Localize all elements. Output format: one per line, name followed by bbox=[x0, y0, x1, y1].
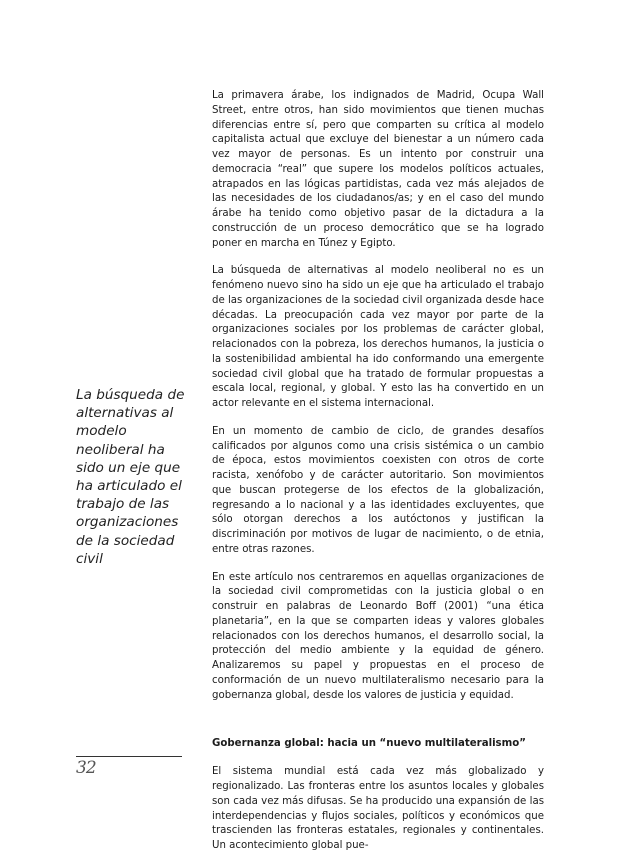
paragraph-1: La primavera árabe, los indignados de Madrid, Ocupa Wall Street, entre otros, han sido movimientos que tienen muchas diferencias entre sí, pero que comparten su crítica al modelo capitalista actual que excluye del bienestar a un número cada vez mayor de personas. Es un intento por construir una democracia “real” que supere los modelos políticos actuales, atrapados en las lógicas partidistas, cada vez más alejados de las necesidades de los ciudadanos/as; y en el caso del mundo árabe ha tenido como objetivo pasar de la dictadura a la construcción de un proceso democrático que se ha logrado poner en marcha en Túnez y Egipto. bbox=[212, 90, 544, 249]
paragraph-4: En este artículo nos centraremos en aquellas organizaciones de la sociedad civil comprometidas con la justicia global o en construir en palabras de Leonardo Boff (2001) “una ética planetaria”, en la que se comparten ideas y valores globales relacionados con los derechos humanos, el desarrollo social, la protección del medio ambiente y la equidad de género. Analizaremos su papel y propuestas en el proceso de conformación de un nuevo multilateralismo necesario para la gobernanza global, desde los valores de justicia y equidad. bbox=[212, 571, 544, 701]
section-paragraph: El sistema mundial está cada vez más globalizado y regionalizado. Las fronteras entre los asuntos locales y globales son cada vez más difusas. Se ha producido una expansión de las interdependencias y flujos sociales, políticos y económicos que trascienden las fronteras estatales, regionales y continentales. Un acontecimiento global pue- bbox=[212, 766, 544, 851]
body-text bbox=[212, 89, 544, 867]
paragraph-2: La búsqueda de alternativas al modelo neoliberal no es un fenómeno nuevo sino ha sido un eje que ha articulado el trabajo de las organizaciones de la sociedad civil organizada desde hace décadas. La preocupación cada vez mayor por parte de la organizaciones sociales por los problemas de carácter global, relacionados con la pobreza, los derechos humanos, la justicia o la sostenibilidad ambiental ha ido conformando una emergente sociedad civil global que ha tratado de formular propuestas a escala local, regional, y global. Y esto las ha convertido en un actor relevante en el sistema internacional. bbox=[212, 265, 545, 409]
footer-rule bbox=[76, 756, 182, 757]
pull-quote: La búsqueda de alternativas al modelo neoliberal ha sido un eje que ha articulado el trabajo de las organizaciones de la sociedad civil bbox=[76, 387, 185, 567]
section-heading: Gobernanza global: hacia un “nuevo multilateralismo” bbox=[212, 738, 526, 750]
paragraph-3: En un momento de cambio de ciclo, de grandes desafíos calificados por algunos como una crisis sistémica o un cambio de época, estos movimientos coexisten con otros de corte racista, xenófobo y de carácter autoritario. Son movimientos que buscan protegerse de los efectos de la globalización, regresando a lo nacional y a las identidades excluyentes, que sólo otorgan derechos a los autóctonos y justifican la discriminación por motivos de lugar de nacimiento, o de etnia, entre otras razones. bbox=[212, 425, 544, 555]
page-number: 32 bbox=[76, 758, 96, 778]
